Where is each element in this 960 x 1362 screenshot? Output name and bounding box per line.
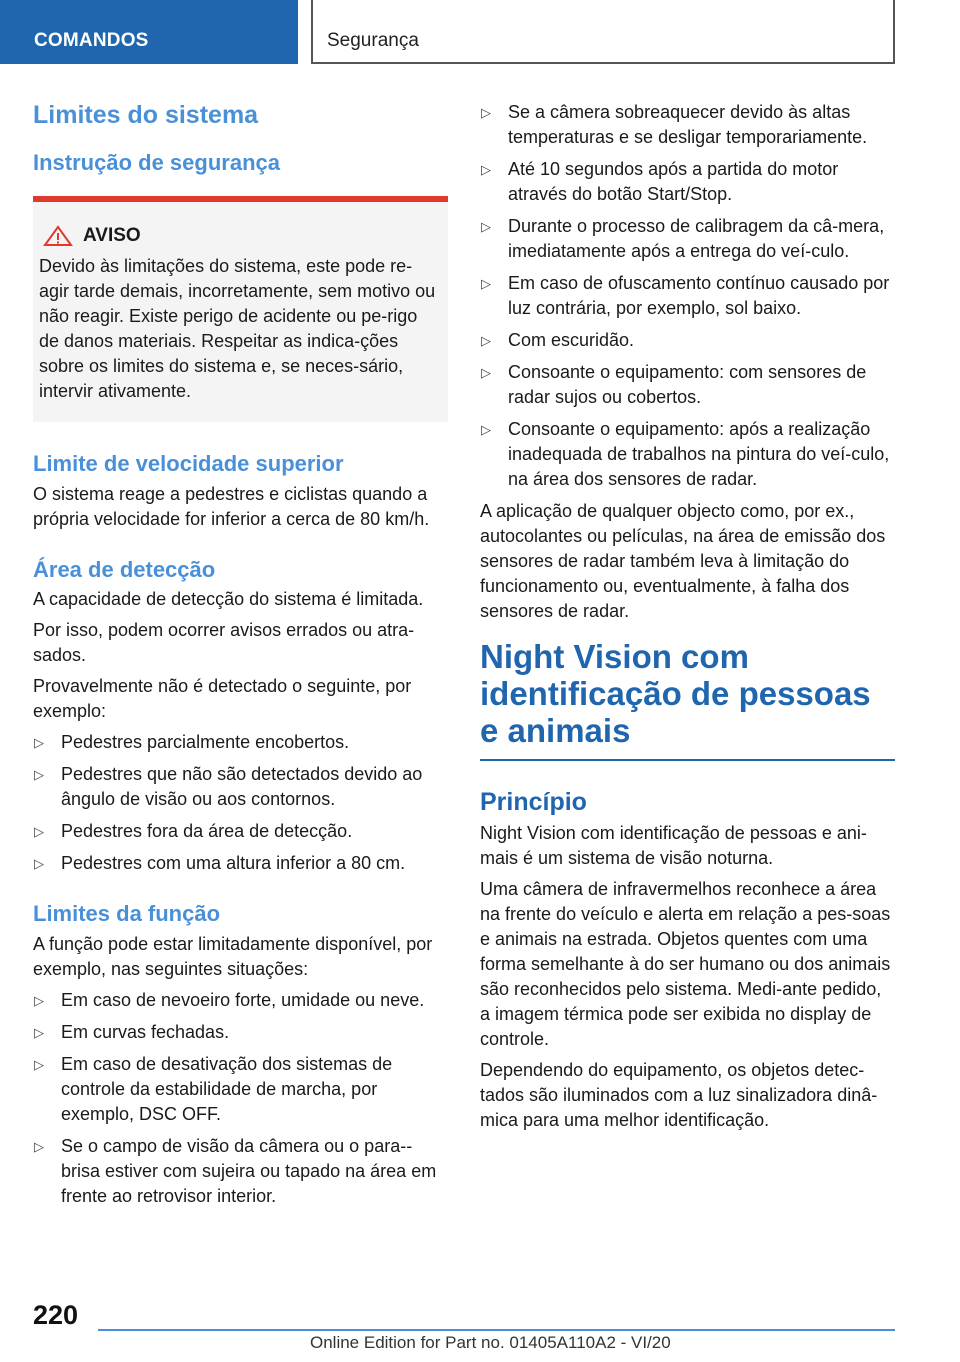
- list-item: ▷ Em curvas fechadas.: [33, 1020, 448, 1045]
- principle-p3: Dependendo do equipamento, os objetos detec-tados são iluminados com a luz sinalizadora dinâ-mica para uma melhor identificação.: [480, 1060, 878, 1130]
- safety-heading: Instrução de segurança: [33, 150, 280, 175]
- bullet-icon: ▷: [481, 365, 491, 380]
- bullet-icon: ▷: [481, 422, 491, 437]
- list-item: ▷ Em caso de desativação dos sistemas de controle da estabilidade de marcha, por exemplo, DSC OFF.: [34, 1053, 393, 1124]
- bullet-icon: ▷: [34, 767, 44, 783]
- list-item: ▷ Pedestres que não são detectados devido ao ângulo de visão ou aos contornos.: [34, 764, 423, 810]
- list-item: ▷ Durante o processo de calibragem da câ-mera, imediatamente após a entrega do veí-culo.: [481, 216, 885, 261]
- bullet-icon: ▷: [481, 105, 491, 120]
- warning-label: AVISO: [83, 225, 141, 247]
- list-item: ▷ Consoante o equipamento: com sensores de radar sujos ou cobertos.: [481, 362, 867, 407]
- bullet-icon: ▷: [481, 333, 491, 348]
- warning-triangle-icon: [43, 225, 73, 247]
- list-item: ▷ Pedestres parcialmente encobertos.: [33, 730, 448, 755]
- footer-divider: [98, 1329, 895, 1331]
- bullet-icon: ▷: [34, 1024, 44, 1040]
- list-item: ▷ Com escuridão.: [480, 328, 895, 353]
- detection-heading: Área de detecção: [33, 556, 216, 582]
- left-column: [33, 100, 448, 1216]
- function-heading: Limites da função: [33, 901, 221, 927]
- list-item: ▷ Pedestres fora da área de detecção.: [33, 819, 448, 844]
- chapter-title: Night Vision com identificação de pessoas e animais: [480, 638, 871, 749]
- detection-p1: A capacidade de detecção do sistema é limitada.: [33, 589, 424, 610]
- list-item: ▷ Em caso de nevoeiro forte, umidade ou neve.: [33, 988, 448, 1013]
- speed-heading: Limite de velocidade superior: [33, 451, 344, 477]
- list-item: ▷ Se a câmera sobreaquecer devido às altas temperaturas e se desligar temporariamente.: [481, 102, 868, 147]
- page-number: 220: [33, 1300, 79, 1330]
- warning-title: [39, 224, 436, 248]
- bullet-icon: ▷: [34, 992, 44, 1008]
- bullet-icon: ▷: [34, 824, 44, 840]
- bullet-icon: ▷: [34, 856, 44, 872]
- warning-text: Devido às limitações do sistema, este pode re-agir tarde demais, incorretamente, sem motivo ou não reagir. Existe perigo de acidente ou pe-rigo de danos materiais. Respeitar as indica-ções sobre os limites do sistema e, se neces-sário, intervir ativamente.: [39, 256, 436, 402]
- detection-list: [33, 730, 448, 876]
- chapter-divider: [480, 759, 895, 761]
- warning-box: [33, 196, 448, 422]
- function-p1: A função pode estar limitadamente disponível, por exemplo, nas seguintes situações:: [33, 933, 433, 979]
- function-list: [33, 988, 448, 1209]
- principle-p1: Night Vision com identificação de pessoas e ani-mais é um sistema de visão noturna.: [480, 823, 867, 868]
- header-subsection-label: Segurança: [327, 30, 419, 51]
- list-item: ▷ Consoante o equipamento: após a realização inadequada de trabalhos na pintura do veí-culo, na área dos sensores de radar.: [481, 419, 890, 489]
- bullet-icon: ▷: [481, 162, 491, 177]
- bullet-icon: ▷: [481, 219, 491, 234]
- radar-note: A aplicação de qualquer objecto como, por ex., autocolantes ou películas, na área de emissão dos sensores de radar também leva à limitação do funcionamento ou, eventualmente, à falha dos sensores de radar.: [480, 501, 886, 621]
- detection-p2: Por isso, podem ocorrer avisos errados ou atra-sados.: [33, 620, 415, 666]
- header-section-tab: COMANDOS: [0, 0, 298, 64]
- bullet-icon: ▷: [34, 735, 44, 751]
- function-list-continued: [480, 100, 895, 492]
- footer-edition: Online Edition for Part no. 01405A110A2 - VI/20: [310, 1333, 671, 1352]
- header-subsection: [311, 0, 895, 64]
- bullet-icon: ▷: [34, 1056, 44, 1072]
- list-item: ▷ Pedestres com uma altura inferior a 80 cm.: [33, 851, 448, 876]
- right-column: [480, 100, 895, 1139]
- list-item: ▷ Em caso de ofuscamento contínuo causado por luz contrária, por exemplo, sol baixo.: [481, 273, 890, 318]
- principle-heading: Princípio: [480, 788, 587, 816]
- speed-text: O sistema reage a pedestres e ciclistas quando a própria velocidade for inferior a cerca de 80 km/h.: [33, 483, 430, 529]
- list-item: ▷ Se o campo de visão da câmera ou o para--brisa estiver com sujeira ou tapado na área em frente ao retrovisor interior.: [34, 1135, 437, 1206]
- bullet-icon: ▷: [34, 1138, 44, 1154]
- detection-p3: Provavelmente não é detectado o seguinte, por exemplo:: [33, 676, 412, 722]
- section-title: Limites do sistema: [33, 101, 259, 129]
- bullet-icon: ▷: [481, 276, 491, 291]
- principle-p2: Uma câmera de infravermelhos reconhece a área na frente do veículo e alerta em relação a pes-soas e animais na estrada. Objetos quentes com uma forma semelhante à do ser humano ou dos animais são reconhecidos pelo sistema. Medi-ante pedido, a imagem térmica pode ser exibida no display de controle.: [480, 879, 891, 1049]
- list-item: ▷ Até 10 segundos após a partida do motor através do botão Start/Stop.: [481, 159, 839, 204]
